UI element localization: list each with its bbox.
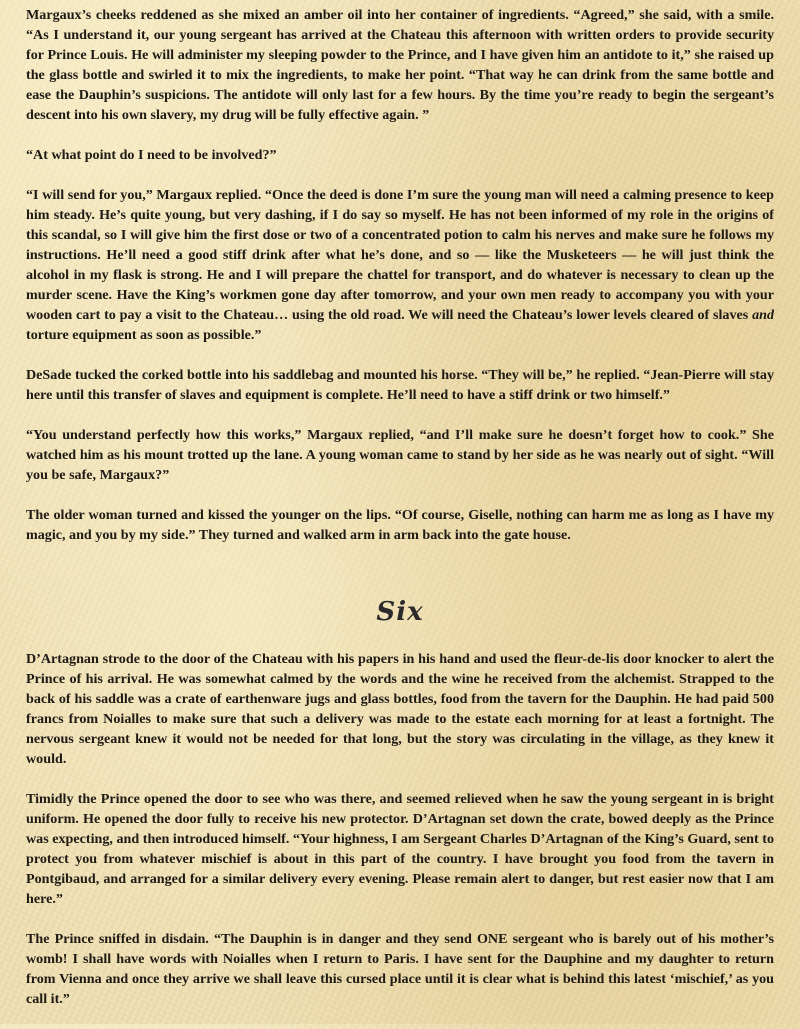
paragraph-margaux-oil: Margaux’s cheeks reddened as she mixed an amber oil into her container of ingredients. “Agreed,” she said, with a smile. “As I understand it, our young sergeant has arrived at the Chateau this afternoon with written orders to provide security for Prince Louis. He will administer my sleeping powder to the Prince, and I have given him an antidote to it,” she raised up the glass bottle and swirled it to mix the ingredients, to make her point. “That way he can drink from the same bottle and ease the Dauphin’s suspicions. The antidote will only last for a few hours. By the time you’re ready to begin the sergeant’s descent into his own slavery, my drug will be fully effective again. ” (26, 7, 774, 123)
paragraph-prince-opens: Timidly the Prince opened the door to see who was there, and seemed relieved when he saw the young sergeant in is bright uniform. He opened the door fully to receive his new protector. D’Artagnan set down the crate, bowed deeply as the Prince was expecting, and then introduced himself. “Your highness, I am Sergeant Charles D’Artagnan of the King’s Guard, sent to protect you from whatever mischief is about in this part of the country. I have brought you food from the tavern in Pontgibaud, and arranged for a similar delivery every evening. Please remain alert to danger, but rest easier now that I am here.” (26, 791, 774, 907)
paragraph-margaux-cook: “You understand perfectly how this works,” Margaux replied, “and I’ll make sure he doesn’t forget how to cook.” She watched him as his mount trotted up the lane. A young woman came to stand by her side as he was nearly out of sight. “Will you be safe, Margaux?” (26, 427, 774, 483)
emphasis-and: and (752, 307, 774, 323)
paragraph-desade: DeSade tucked the corked bottle into his saddlebag and mounted his horse. “They will be,” he replied. “Jean-Pierre will stay here until this transfer of slaves and equipment is complete. He’ll need to have a stiff drink or two himself.” (26, 367, 774, 403)
paragraph-text: torture equipment as soon as possible.” (26, 327, 262, 343)
paragraph-margaux-reply (26, 185, 774, 345)
paragraph-prince-disdain: The Prince sniffed in disdain. “The Dauphin is in danger and they send ONE sergeant who is barely out of his mother’s womb! I shall have words with Noialles when I return to Paris. I have sent for the Dauphine and my daughter to return from Vienna and once they arrive we shall leave this cursed place until it is clear what is behind this latest ‘mischief,’ as you call it.” (26, 931, 774, 1007)
chapter-title: Six (376, 597, 424, 627)
paragraph-giselle: The older woman turned and kissed the younger on the lips. “Of course, Giselle, nothing can harm me as long as I have my magic, and you by my side.” They turned and walked arm in arm back into the gate house. (26, 507, 774, 543)
book-page (26, 0, 774, 1029)
paragraph-dartagnan-door: D’Artagnan strode to the door of the Chateau with his papers in his hand and used the fleur-de-lis door knocker to alert the Prince of his arrival. He was somewhat calmed by the words and the wine he received from the alchemist. Strapped to the back of his saddle was a crate of earthenware jugs and glass bottles, food from the tavern for the Dauphin. He had paid 500 francs from Noialles to make sure that such a delivery was made to the estate each morning for at least a fortnight. The nervous sergeant knew it would not be needed for that long, but the story was circulating in the village, as they knew it would. (26, 651, 774, 767)
paragraph-question: “At what point do I need to be involved?” (26, 147, 277, 163)
paragraph-text: “I will send for you,” Margaux replied. “Once the deed is done I’m sure the young man will need a calming presence to keep him steady. He’s quite young, but very dashing, if I do say so myself. He has not been informed of my role in the origins of this scandal, so I will give him the first dose or two of a concentrated potion to calm his nerves and make sure he follows my instructions. He’ll need a good stiff drink after what he’s done, and so — like the Musketeers — he will just think the alcohol in my flask is strong. He and I will prepare the chattel for transport, and do whatever is necessary to clean up the murder scene. Have the King’s workmen gone day after tomorrow, and your own men ready to accompany you with your wooden cart to pay a visit to the Chateau… using the old road. We will need the Chateau’s lower levels cleared of slaves (26, 187, 774, 323)
